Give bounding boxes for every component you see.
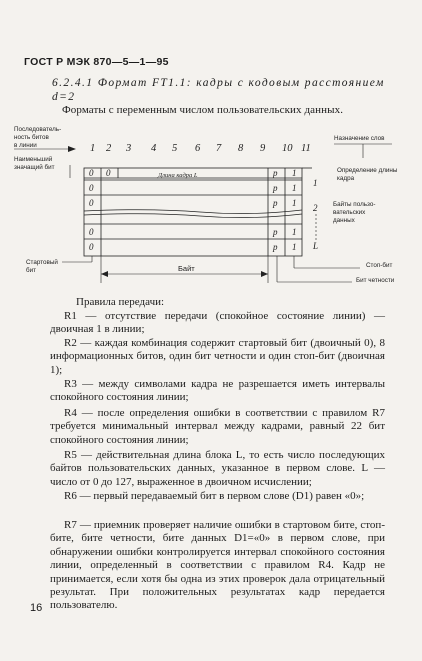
section-title: 6.2.4.1 Формат FT1.1: кадры с кодовым расстоянием d=2	[52, 77, 385, 103]
user-bytes-label-3: данных	[333, 217, 355, 224]
sequence-label-2: ность битов	[14, 134, 49, 141]
row3-parity: p	[273, 198, 278, 208]
rule-r7: R7 — приемник проверяет наличие ошибки в стартовом бите, стоп-бите, бите четности, бите данных D1=«0» в первом слове, при обнаружении ошибки контролируется интервал спокойного состояния линии, определенный в соответствии с правилом R4. Кадр не принимается, если хотя бы одна из этих проверок дала отрицательный результат. При положительных результатах кадр передается пользователю.	[50, 519, 385, 612]
bit-number-9: 9	[260, 143, 266, 154]
bit-number-8: 8	[238, 143, 244, 154]
length-def-label-2: кадра	[337, 175, 355, 182]
bit-number-11: 11	[301, 143, 311, 154]
row1-stop: 1	[292, 168, 297, 178]
start-bit-label-1: Стартовый	[26, 259, 58, 266]
stop-bit-label: Стоп-бит	[366, 262, 393, 269]
row5-stop: 1	[292, 242, 297, 252]
row5-start-bit: 0	[89, 242, 94, 252]
start-bit-label-2: бит	[26, 267, 37, 274]
bit-number-6: 6	[195, 143, 201, 154]
user-bytes-label-1: Байты пользо-	[333, 201, 376, 208]
bit-number-5: 5	[172, 143, 178, 154]
user-index-2: 2	[313, 203, 318, 213]
bit-number-10: 10	[282, 143, 293, 154]
user-bytes-label-2: вательских	[333, 209, 366, 216]
rule-r4: R4 — после определения ошибки в соответствии с правилом R7 требуется минимальный интервал между кадрами, равный 22 бит спокойного состояния линии;	[50, 407, 385, 446]
row2-stop: 1	[292, 183, 297, 193]
lsb-label-2: значащий бит	[14, 164, 55, 171]
parity-bit-label: Бит четности	[356, 277, 395, 284]
sequence-label-3: в линии	[14, 142, 37, 149]
bit-number-7: 7	[216, 143, 222, 154]
bit-number-1: 1	[90, 143, 96, 154]
row4-start-bit: 0	[89, 227, 94, 237]
lsb-label-1: Наименьший	[14, 156, 53, 163]
row4-parity: p	[273, 227, 278, 237]
length-def-label-1: Определение длины	[337, 167, 398, 174]
row2-parity: p	[273, 183, 278, 193]
section-subtitle: Форматы с переменным числом пользовательских данных.	[62, 104, 344, 116]
row3-stop: 1	[292, 198, 297, 208]
rules-title: Правила передачи:	[76, 296, 165, 308]
row4-stop: 1	[292, 227, 297, 237]
rule-r5: R5 — действительная длина блока L, то есть число последующих байтов пользовательских данных, указанное в первом слове. L — число от 0 до 127, выраженное в двоичном исчислении;	[50, 449, 385, 488]
row3-start-bit: 0	[89, 198, 94, 208]
frame-format-diagram	[0, 118, 422, 298]
row1-parity: p	[273, 168, 278, 178]
page-number: 16	[30, 602, 43, 614]
rule-r3: R3 — между символами кадра не разрешается иметь интервалы спокойного состояния линии;	[50, 378, 385, 404]
word-purpose-label: Назначение слов	[334, 135, 385, 142]
row5-parity: p	[273, 242, 278, 252]
rule-r6: R6 — первый передаваемый бит в первом слове (D1) равен «0»;	[64, 490, 365, 502]
bit-number-2: 2	[106, 143, 112, 154]
bit-number-3: 3	[126, 143, 132, 154]
document-header: ГОСТ Р МЭК 870—5—1—95	[24, 56, 169, 68]
row1-field: Длина кадра L	[158, 172, 198, 179]
byte-label: Байт	[178, 264, 195, 273]
bit-number-row	[90, 143, 311, 154]
rule-r1: R1 — отсутствие передачи (спокойное состояние линии) — двоичная 1 в линии;	[50, 310, 385, 336]
row1-start-bit: 0	[89, 168, 94, 178]
user-index-1: 1	[313, 178, 318, 188]
user-index-L: L	[313, 241, 319, 251]
rule-r2: R2 — каждая комбинация содержит стартовый бит (двоичный 0), 8 информационных битов, один бит четности и один стоп-бит (двоичная 1);	[50, 337, 385, 376]
sequence-label-1: Последователь-	[14, 126, 62, 133]
row1-first-bit: 0	[106, 168, 111, 178]
row2-start-bit: 0	[89, 183, 94, 193]
bit-number-4: 4	[151, 143, 157, 154]
